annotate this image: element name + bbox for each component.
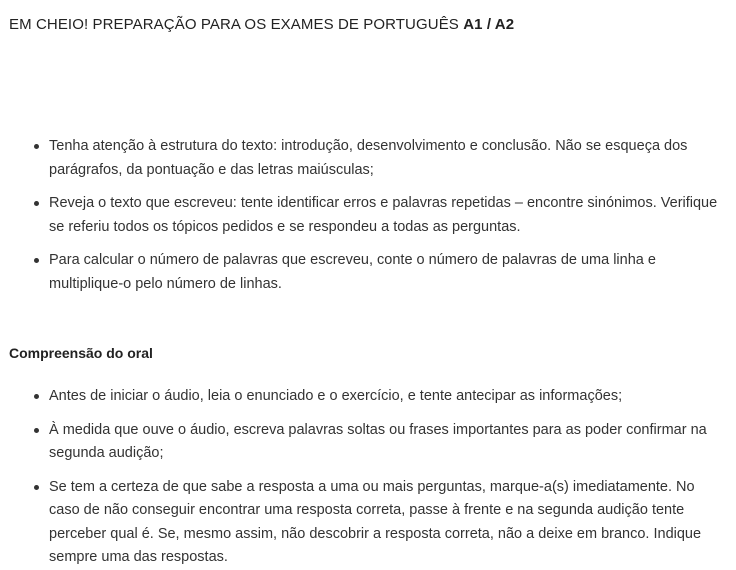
list-item-text: Reveja o texto que escreveu: tente identificar erros e palavras repetidas – encontre sinónimos. Verifique se referiu todos os tópicos pedidos e se respondeu a todas as perguntas.: [49, 195, 718, 235]
bullet-icon: [34, 428, 39, 433]
writing-tips-list: [0, 135, 736, 296]
list-item-text: À medida que ouve o áudio, escreva palavras soltas ou frases importantes para as poder confirmar na segunda audição;: [49, 421, 707, 461]
page-title: [9, 15, 514, 35]
list-item: [0, 476, 736, 570]
bullet-icon: [34, 394, 39, 399]
list-item: [0, 192, 736, 239]
bullet-icon: [34, 144, 39, 149]
list-item: [0, 249, 736, 296]
section-heading-oral: Compreensão do oral: [9, 345, 153, 361]
list-item: [0, 419, 736, 466]
list-item: [0, 385, 736, 409]
list-item-text: Para calcular o número de palavras que escreveu, conte o número de palavras de uma linha e multiplique-o pelo número de linhas.: [49, 252, 656, 292]
list-item: [0, 135, 736, 182]
page-title-levels: A1 / A2: [463, 16, 515, 33]
page-title-text: EM CHEIO! PREPARAÇÃO PARA OS EXAMES DE PORTUGUÊS: [9, 16, 459, 33]
bullet-icon: [34, 258, 39, 263]
oral-tips-list: [0, 385, 736, 570]
list-item-text: Se tem a certeza de que sabe a resposta a uma ou mais perguntas, marque-a(s) imediatamente. No caso de não conseguir encontrar uma resposta correta, passe à frente e na segunda audição tente perceber qual é. Se, mesmo assim, não descobrir a resposta correta, não a deixe em branco. Indique sempre uma das respostas.: [49, 478, 702, 565]
bullet-icon: [34, 201, 39, 206]
bullet-icon: [34, 485, 39, 490]
list-item-text: Tenha atenção à estrutura do texto: introdução, desenvolvimento e conclusão. Não se esqueça dos parágrafos, da pontuação e das letras maiúsculas;: [49, 138, 688, 178]
list-item-text: Antes de iniciar o áudio, leia o enunciado e o exercício, e tente antecipar as informações;: [49, 388, 623, 404]
